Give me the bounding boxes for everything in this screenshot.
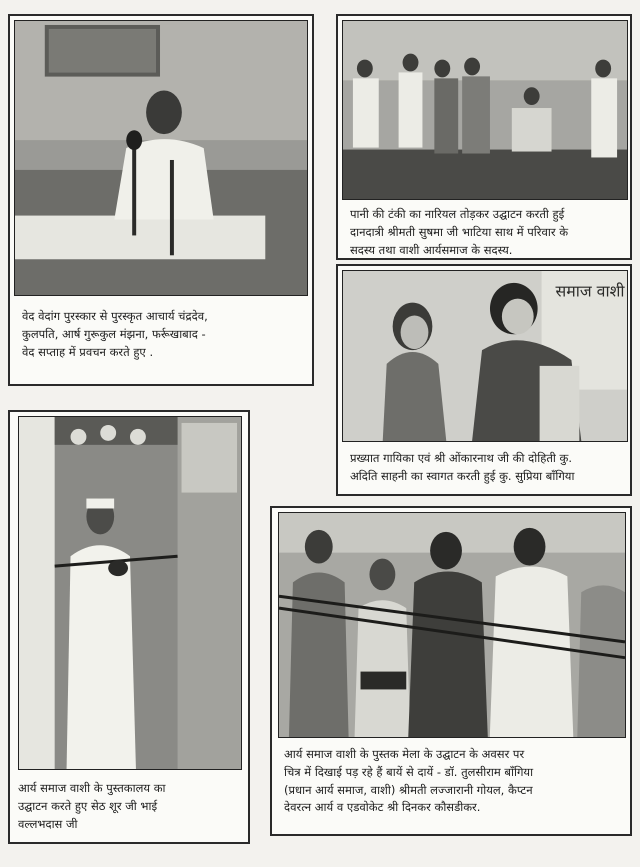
photo-library-inauguration bbox=[18, 416, 242, 770]
photo-tank-inauguration bbox=[342, 20, 628, 200]
banner-text: समाज वाशी bbox=[555, 281, 625, 301]
photo-caption: वेद वेदांग पुरस्कार से पुरस्कृत आचार्य चंद्रदेव, कुलपति, आर्ष गुरूकुल मंझना, फर्रूखाबाद - वेद सप्ताह में प्रवचन करते हुए . bbox=[22, 309, 208, 359]
photo-caption: आर्य समाज वाशी के पुस्तक मेला के उद्घाटन के अवसर पर चित्र में दिखाई पड़ रहे हैं बायें से दायें - डॉ. तुलसीराम बाँगिया (प्रधान आर्य समाज, वाशी) श्रीमती लज्जारानी गोयल, कैप्टन देवरत्न आर्य व एडवोकेट श्री दिनकर कौसडीकर. bbox=[284, 747, 534, 815]
photo-card-library bbox=[8, 410, 250, 844]
photo-card-book-fair bbox=[270, 506, 632, 836]
photo-caption: पानी की टंकी का नारियल तोड़कर उद्घाटन करती हुई दानदात्री श्रीमती सुषमा जी भाटिया साथ में परिवार के सदस्य तथा वाशी आर्यसमाज के सदस्य. bbox=[350, 207, 569, 257]
photo-card-welcome bbox=[336, 264, 632, 496]
photo-card-tank-inauguration bbox=[336, 14, 632, 260]
photo-welcome-singer bbox=[342, 270, 628, 442]
photo-acharya-lecture bbox=[14, 20, 308, 296]
photo-caption: आर्य समाज वाशी के पुस्तकालय का उद्घाटन करते हुए सेठ शूर जी भाई वल्लभदास जी bbox=[18, 781, 166, 831]
photo-card-acharya bbox=[8, 14, 314, 386]
photo-book-fair-inauguration bbox=[278, 512, 626, 738]
photo-caption: प्रख्यात गायिका एवं श्री ओंकारनाथ जी की दोहिती कु. अदिति साहनी का स्वागत करती हुई कु. सुप्रिया बाँगिया bbox=[350, 451, 575, 483]
